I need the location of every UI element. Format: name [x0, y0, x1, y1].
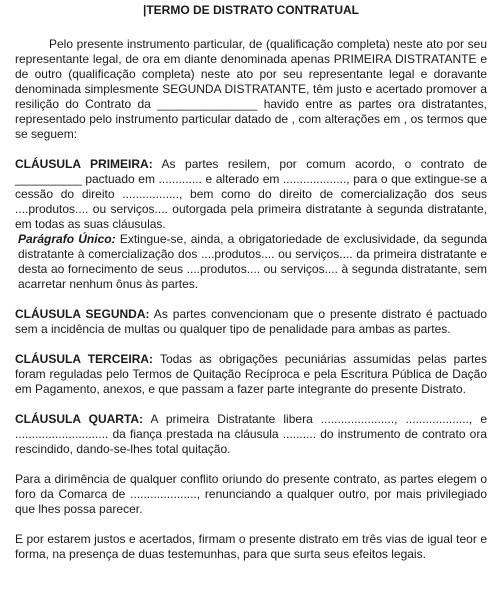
clause-text: A primeira Distratante libera ......................, ..................., e ............................ da fiança prestada na cláusula .......... do instrumento de contrato ora rescindido, dando-se-lhes total quitação.	[15, 412, 487, 456]
spacer	[15, 457, 487, 472]
clause-text: As partes resilem, por comum acordo, o contrato de __________ pactuado em ............. e alterado em ..................., para o que extingue-se a cessão do direito ................., bem como do direito de comercialização dos seus ....produtos.... ou serviços.... outorgada pela primeira distratante à segunda distratante, em todas as suas cláusulas.	[15, 157, 487, 231]
document-title: |TERMO DE DISTRATO CONTRATUAL	[142, 3, 359, 17]
forum-paragraph: Para a dirimência de qualquer conflito oriundo do presente contrato, as partes elegem o foro da Comarca de ...................., renunciando a qualquer outro, por mais privilegiado que lhes possa parecer.	[15, 472, 487, 516]
spacer	[15, 142, 487, 157]
spacer	[15, 397, 487, 412]
closing-paragraph: E por estarem justos e acertados, firmam o presente distrato em três vias de igual teor e forma, na presença de duas testemunhas, para que surta seus efeitos legais.	[15, 532, 487, 561]
clause-label: CLÁUSULA PRIMEIRA:	[15, 157, 153, 171]
intro-paragraph: Pelo presente instrumento particular, de (qualificação completa) neste ato por seu representante legal, de ora em diante denominada apenas PRIMEIRA DISTRATANTE e de outro (qualificação completa) neste ato por seu representante legal e doravante denominada simplesmente SEGUNDA DISTRATANTE, têm justo e acertado promover a resilição do Contrato da _______________ havido entre as partes ora distratantes, representado pelo instrumento particular datado de , com alterações em , os termos que se seguem:	[15, 37, 487, 141]
spacer	[15, 517, 487, 532]
paragrafo-unico	[15, 232, 487, 292]
clause-segunda	[15, 307, 487, 337]
paragrafo-unico-text: Extingue-se, ainda, a obrigatoriedade de exclusividade, da segunda distratante à comercialização dos ....produtos.... ou serviços.... da primeira distratante e desta ao fornecimento de seus ....produtos.... ou serviços.... à segunda distratante, sem acarretar nenhum ônus às partes.	[18, 232, 488, 291]
clause-label: CLÁUSULA SEGUNDA:	[15, 307, 150, 321]
spacer	[15, 292, 487, 307]
paragrafo-unico-label: Parágrafo Único:	[18, 232, 116, 246]
clause-text: Todas as obrigações pecuniárias assumidas pelas partes foram reguladas pelo Termos de Quitação Recíproca e pela Escritura Pública de Dação em Pagamento, anexos, e que passam a fazer parte integrante do presente Distrato.	[15, 352, 487, 396]
clause-quarta	[15, 412, 487, 457]
clause-text: As partes convencionam que o presente distrato é pactuado sem a incidência de multas ou qualquer tipo de penalidade para ambas as partes.	[15, 307, 488, 336]
clause-label: CLÁUSULA QUARTA:	[15, 412, 144, 426]
clause-label: CLÁUSULA TERCEIRA:	[15, 352, 154, 366]
clause-terceira	[15, 352, 487, 397]
clause-primeira	[15, 157, 487, 232]
spacer	[15, 337, 487, 352]
